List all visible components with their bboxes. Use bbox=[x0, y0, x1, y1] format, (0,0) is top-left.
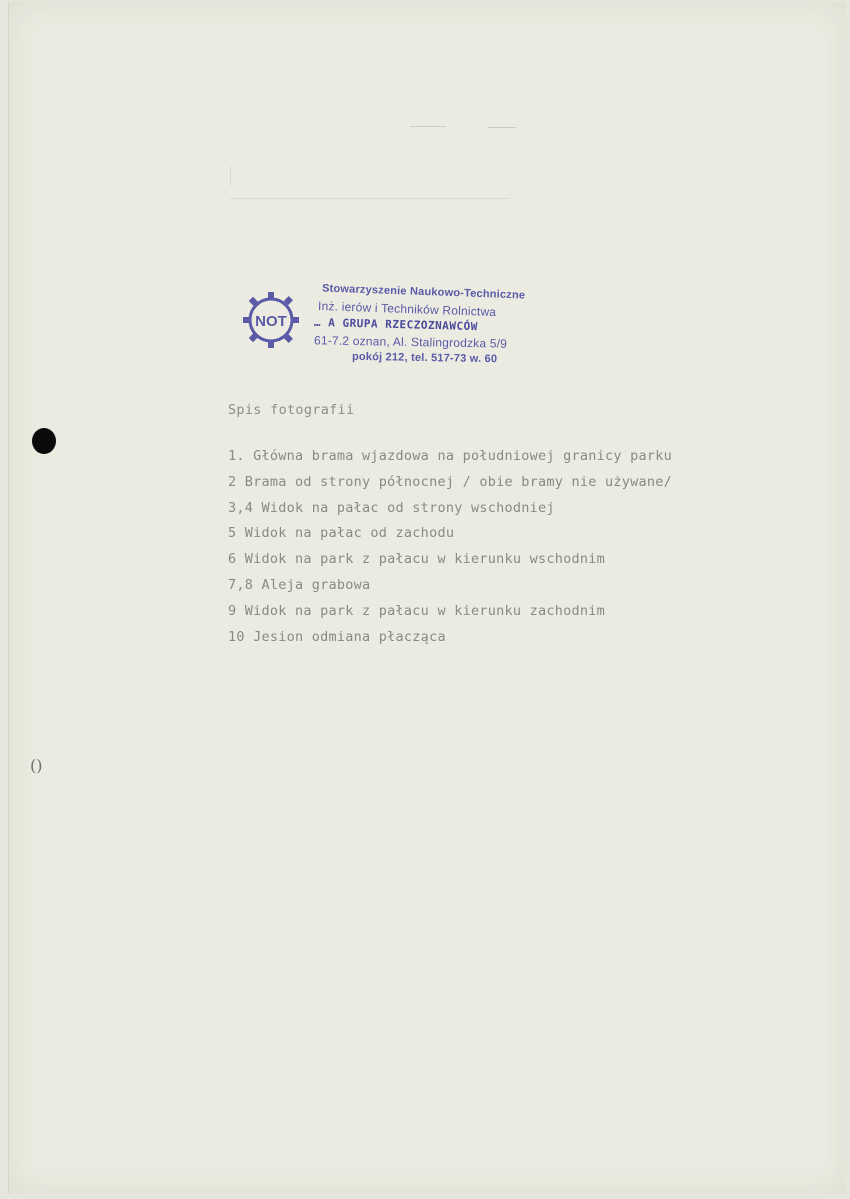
list-item: 9 Widok na park z pałacu w kierunku zachodnim bbox=[228, 602, 605, 619]
list-item: 10 Jesion odmiana płacząca bbox=[228, 628, 446, 645]
document-title: Spis fotografii bbox=[228, 402, 355, 418]
photo-list bbox=[228, 444, 672, 650]
stamp-line: … A GRUPA RZECZOZNAWCÓW bbox=[313, 315, 478, 334]
faint-mark bbox=[488, 127, 516, 128]
list-item: 2 Brama od strony północnej / obie bramy nie używane/ bbox=[228, 473, 673, 490]
stamp-line: Inż. ierów i Techników Rolnictwa bbox=[317, 298, 497, 320]
faint-mark bbox=[230, 166, 231, 186]
stamp-line: Stowarzyszenie Naukowo-Techniczne bbox=[321, 282, 526, 302]
list-item: 6 Widok na park z pałacu w kierunku wschodnim bbox=[228, 551, 605, 568]
not-logo-icon bbox=[240, 288, 302, 350]
margin-mark: () bbox=[30, 756, 43, 775]
list-item: 7,8 Aleja grabowa bbox=[228, 576, 371, 593]
faint-mark bbox=[230, 198, 510, 199]
list-item: 3,4 Widok na pałac od strony wschodniej bbox=[228, 499, 555, 516]
stamp-line: 61-7.2 oznan, Al. Stalingrodzka 5/9 bbox=[313, 333, 508, 351]
list-item: 5 Widok na pałac od zachodu bbox=[228, 525, 455, 542]
faint-mark bbox=[410, 126, 446, 127]
punch-hole bbox=[32, 428, 56, 454]
organization-stamp bbox=[240, 284, 560, 374]
stamp-line: pokój 212, tel. 517-73 w. 60 bbox=[351, 350, 498, 366]
logo-text: NOT bbox=[255, 313, 287, 330]
list-item: 1. Główna brama wjazdowa na południowej granicy parku bbox=[228, 448, 673, 464]
